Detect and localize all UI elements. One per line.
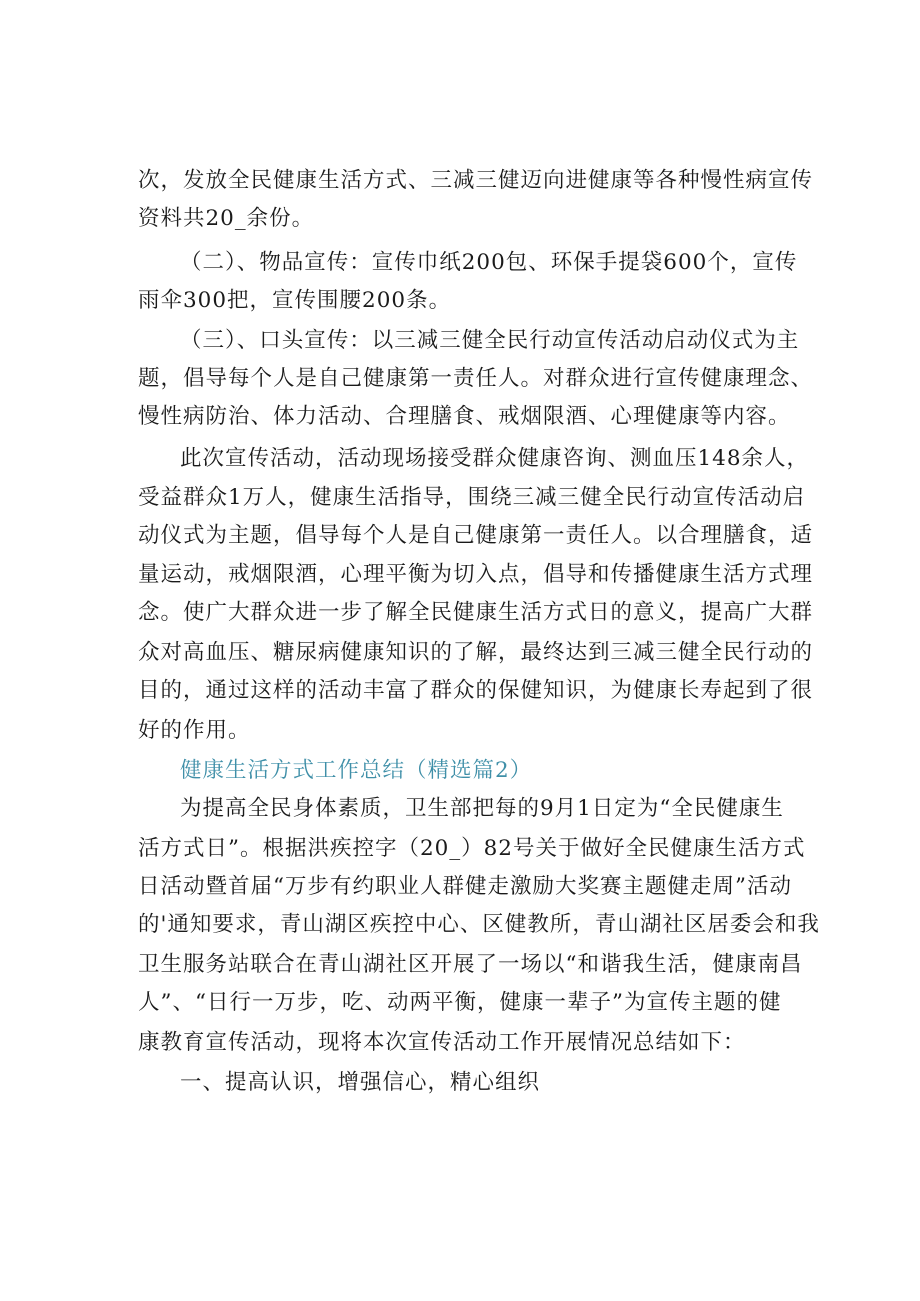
body-text-line: （三）、口头宣传：以三减三健全民行动宣传活动启动仪式为主: [180, 328, 800, 353]
body-text-line: 此次宣传活动，活动现场接受群众健康咨询、测血压148余人，: [180, 446, 810, 471]
body-text-line: 受益群众1万人，健康生活指导，围绕三减三健全民行动宣传活动启: [138, 485, 806, 510]
body-text-line: 题，倡导每个人是自己健康第一责任人。对群众进行宣传健康理念、: [138, 366, 814, 391]
body-text-line: 众对高血压、糖尿病健康知识的了解，最终达到三减三健全民行动的: [138, 640, 814, 665]
body-text-line: 为提高全民身体素质，卫生部把每的9月1日定为“全民健康生: [180, 796, 784, 821]
body-text-line: 动仪式为主题，倡导每个人是自己健康第一责任人。以合理膳食，适: [138, 523, 814, 548]
body-text-line: 日活动暨首届“万步有约职业人群健走激励大奖赛主题健走周”活动: [138, 874, 792, 899]
body-text-line: （二）、物品宣传：宣传巾纸200包、环保手提袋600个，宣传: [180, 250, 798, 275]
body-text-line: 卫生服务站联合在青山湖社区开展了一场以“和谐我生活，健康南昌: [138, 952, 803, 977]
subsection-heading: 一、提高认识，增强信心，精心组织: [180, 1070, 541, 1095]
body-text-line: 量运动，戒烟限酒，心理平衡为切入点，倡导和传播健康生活方式理: [138, 562, 814, 587]
body-text-line: 慢性病防治、体力活动、合理膳食、戒烟限酒、心理健康等内容。: [138, 404, 791, 429]
body-text-line: 雨伞300把，宣传围腰200条。: [138, 288, 452, 313]
body-text-line: 的'通知要求，青山湖区疾控中心、区健教所，青山湖社区居委会和我: [138, 912, 820, 937]
body-text-line: 好的作用。: [138, 718, 251, 743]
body-text-line: 活方式日”。根据洪疾控字（20_）82号关于做好全民健康生活方式: [138, 836, 806, 861]
section-heading: 健康生活方式工作总结（精选篇2）: [180, 758, 533, 783]
body-text-line: 人”、“日行一万步，吃、动两平衡，健康一辈子”为宣传主题的健: [138, 990, 782, 1015]
body-text-line: 康教育宣传活动，现将本次宣传活动工作开展情况总结如下：: [138, 1030, 746, 1055]
body-text-line: 目的，通过这样的活动丰富了群众的保健知识，为健康长寿起到了很: [138, 678, 814, 703]
body-text-line: 资料共20_余份。: [138, 206, 315, 231]
body-text-line: 次，发放全民健康生活方式、三减三健迈向进健康等各种慢性病宣传: [138, 168, 814, 193]
body-text-line: 念。使广大群众进一步了解全民健康生活方式日的意义，提高广大群: [138, 600, 814, 625]
